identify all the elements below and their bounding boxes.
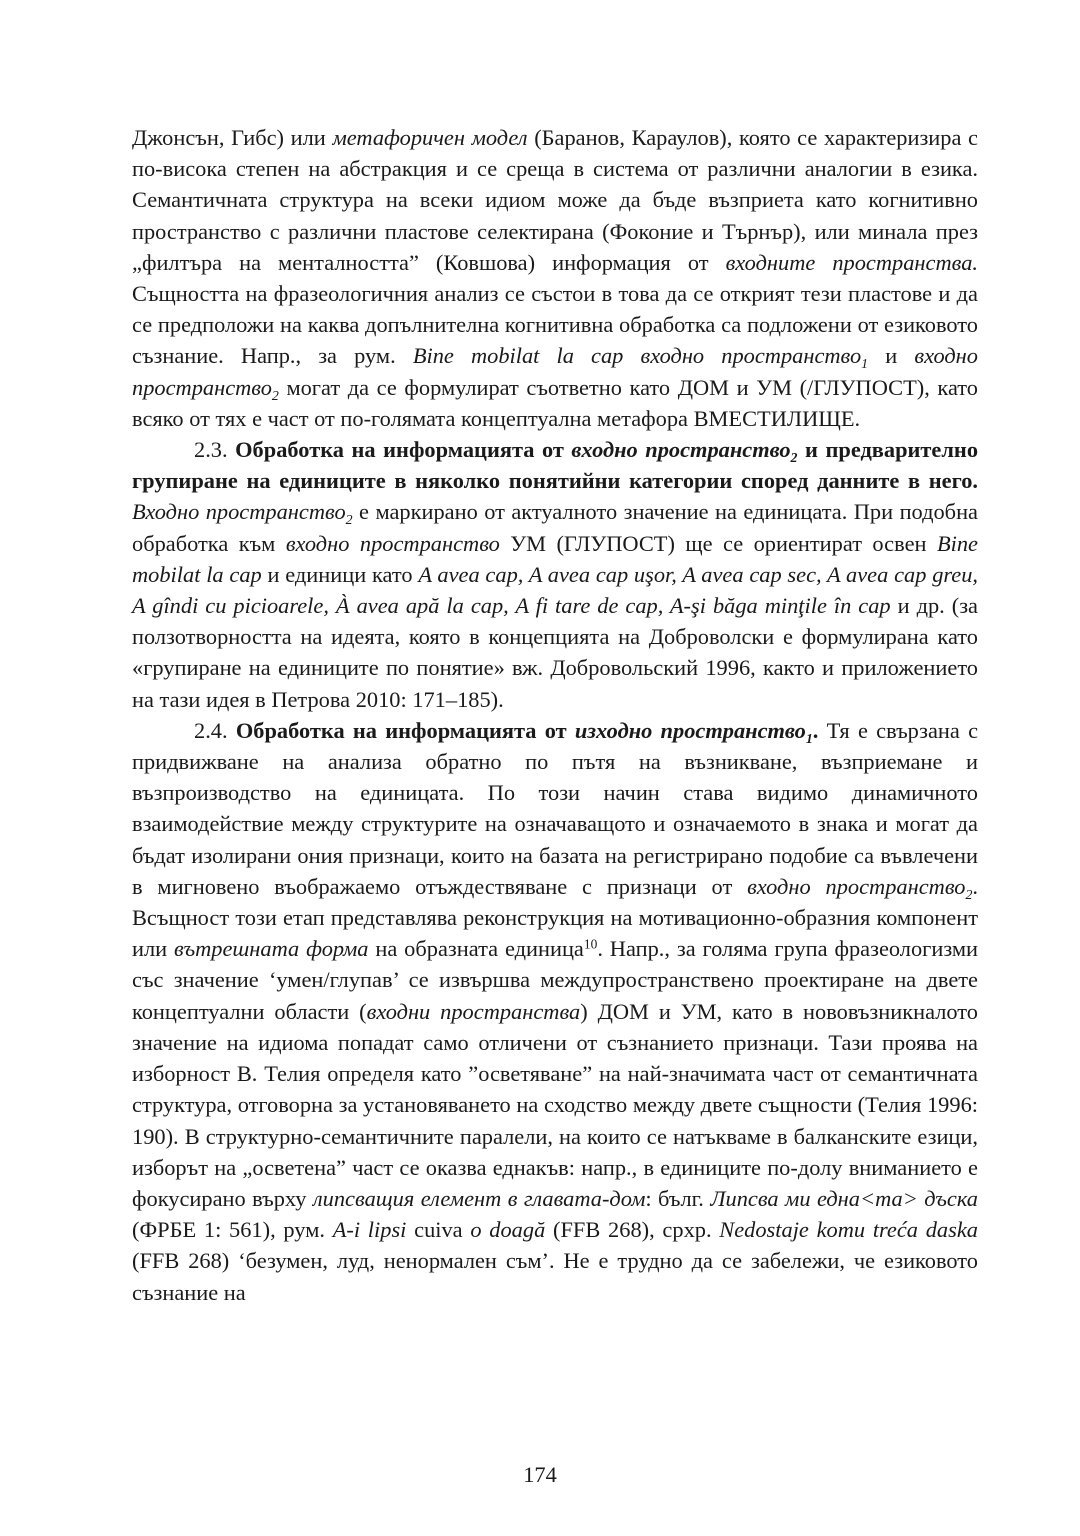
paragraph-1: Джонсън, Гибс) или метафоричен модел (Баранов, Караулов), която се характеризира с по-висока степен на абстракция и се среща в система от различни аналогии в езика. Семантичната структура на всеки идиом може да бъде възприета като когнитивно пространство с различни пластове селектирана (Фоконие и Търнър), или минала през „филтъра на менталността” (Ковшова) информация от входните пространства. Същността на фразеологичния анализ се състои в това да се открият тези пластове и да се предположи на каква допълнителна когнитивна обработка са подложени от езиковото съзнание. Напр., за рум. Bine mobilat la cap входно пространство$_1$ и входно пространство$_2$ могат да се формулират съответно като ДОМ и УМ (/ГЛУПОСТ), като всяко от тях е част от по-голямата концептуална метафора ВМЕСТИЛИЩЕ. <box>132 125 978 431</box>
document-page <box>132 122 978 1308</box>
paragraph-2-4: 2.4. Обработка на информацията от изходно пространство$_1$. Тя е свързана с придвижване на анализа обратно по пътя на възникване, възприемане и възпроизводство на единицата. По този начин става видимо динамичното взаимодействие между структурите на означаващото и означаемото в знака и могат да бъдат изолирани ония признаци, които на базата на регистрирано подобие са въвлечени в мигновено въображаемо отъждествяване с признаци от входно пространство$_2$. Всъщност този етап представлява реконструкция на мотивационно-образния компонент или вътрешната форма на образната единица$^{10}$. Напр., за голяма група фразеологизми със значение ‘умен/глупав’ се извършва междупространствено проектиране на двете концептуални области (входни пространства) ДОМ и УМ, като в нововъзникналото значение на идиома попадат само отличени от съзнанието признаци. Тази проява на изборност В. Телия определя като ”осветяване” на най-значимата част от семантичната структура, отговорна за установяването на сходство между двете същности (Телия 1996: 190). В структурно-семантичните паралели, на които се натъкваме в балканските езици, изборът на „осветена” част се оказва еднакъв: напр., в единиците по-долу вниманието е фокусирано върху липсващия елемент в главата-дом: бълг. Липсва ми една<та> дъска (ФРБЕ 1: 561), рум. A-i lipsi cuiva o doagă (FFB 268), срхр. Nedostaje komu treća daska (FFB 268) ‘безумен, луд, ненормален съм’. Не е трудно да се забележи, че езиковото съзнание на <box>132 717 979 1305</box>
page-number: 174 <box>523 1462 557 1487</box>
paragraph-2-3: 2.3. Обработка на информацията от входно пространство$_2$ и предварително групиране на единиците в няколко понятийни категории според данните в него. Входно пространство$_2$ е маркирано от актуалното значение на единицата. При подобна обработка към входно пространство УМ (ГЛУПОСТ) ще се ориентират освен Bine mobilat la cap и единици като A avea cap, A avea cap uşor, A avea cap sec, A avea cap greu, A gîndi cu picioarele, À avea apă la cap, A fi tare de cap, A-şi băga minţile în cap и др. (за ползотворността на идеята, която в концепцията на Доброволски е формулирана като «групиране на единиците по понятие» вж. Добровольский 1996, както и приложението на тази идея в Петрова 2010: 171–185). <box>132 437 979 712</box>
footnote-reference: 10 <box>583 936 598 952</box>
